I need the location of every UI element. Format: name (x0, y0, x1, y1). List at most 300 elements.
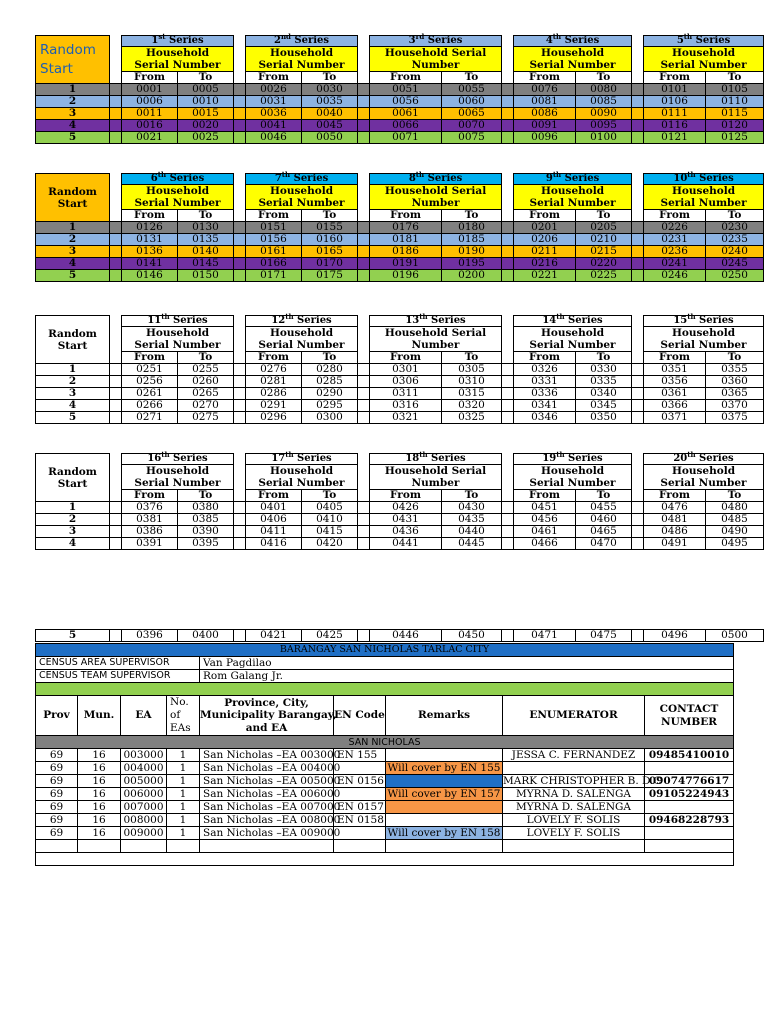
series-separator (110, 316, 122, 364)
series-separator (110, 222, 122, 234)
series-ordinal: th (419, 450, 428, 459)
range-to: 0330 (576, 364, 632, 376)
ea-row (36, 762, 734, 775)
supervisor-row (36, 657, 734, 670)
table-row (36, 258, 764, 270)
from-header: From (644, 210, 706, 222)
table-row (36, 630, 764, 642)
series-separator (234, 514, 246, 526)
range-to: 0200 (442, 270, 502, 282)
household-serial-number-header: Household Serial Number (370, 327, 502, 352)
range-to: 0355 (706, 364, 764, 376)
series-separator (110, 364, 122, 376)
location-cell: San Nicholas –EA 005000 (200, 775, 334, 788)
range-to: 0195 (442, 258, 502, 270)
col-enumerator: ENUMERATOR (503, 696, 645, 736)
range-to: 0215 (576, 246, 632, 258)
series-ordinal: th (285, 450, 294, 459)
series-separator (110, 630, 122, 642)
series-title (122, 312, 234, 327)
household-serial-number-header: Household Serial Number (514, 465, 632, 490)
series-separator (110, 120, 122, 132)
column-header-row (36, 696, 734, 736)
series-separator (358, 502, 370, 514)
section-row (36, 736, 734, 749)
range-from: 0231 (644, 234, 706, 246)
mun-cell: 16 (78, 788, 121, 801)
series-title (246, 312, 358, 327)
range-from: 0186 (370, 246, 442, 258)
series-word: Series (290, 35, 330, 46)
en-code-cell (334, 788, 386, 801)
no-eas-cell: 1 (167, 788, 200, 801)
random-start-header (36, 36, 110, 84)
series-number: 14 (542, 315, 557, 326)
range-from: 0431 (370, 514, 442, 526)
ea-cell: 005000 (121, 775, 167, 788)
household-serial-number-header: Household Serial Number (514, 47, 632, 72)
series-ordinal: th (552, 170, 562, 179)
supervisor-role: CENSUS TEAM SUPERVISOR (36, 670, 200, 683)
location-cell: San Nicholas –EA 006000 (200, 788, 334, 801)
series-number: 8 (408, 173, 416, 184)
ea-row (36, 814, 734, 827)
range-from: 0016 (122, 120, 178, 132)
range-to: 0245 (706, 258, 764, 270)
range-to: 0115 (706, 108, 764, 120)
series-separator (358, 538, 370, 550)
range-from: 0251 (122, 364, 178, 376)
series-title (122, 450, 234, 465)
ea-cell: 006000 (121, 788, 167, 801)
to-header: To (442, 352, 502, 364)
series-separator (234, 502, 246, 514)
table-row (36, 388, 764, 400)
range-from: 0096 (514, 132, 576, 144)
hsn-header-row (36, 47, 764, 72)
random-start-value: 2 (36, 96, 110, 108)
series-separator (234, 246, 246, 258)
series-separator (502, 630, 514, 642)
range-from: 0086 (514, 108, 576, 120)
overflow-row-table (35, 629, 764, 642)
range-to: 0185 (442, 234, 502, 246)
series-separator (234, 454, 246, 502)
range-from: 0336 (514, 388, 576, 400)
series-ordinal: nd (280, 32, 291, 41)
to-header: To (576, 72, 632, 84)
col-no-eas-line: EAs (170, 722, 191, 735)
barangay-table (35, 643, 734, 866)
series-separator (502, 400, 514, 412)
to-header: To (302, 72, 358, 84)
series-separator (234, 526, 246, 538)
col-no-eas-line: No. (170, 696, 189, 708)
series-title (370, 450, 502, 465)
series-separator (632, 222, 644, 234)
ea-row (36, 801, 734, 814)
series-title (122, 170, 234, 185)
range-to: 0105 (706, 84, 764, 96)
series-separator (358, 364, 370, 376)
range-to: 0250 (706, 270, 764, 282)
series-header-row (36, 36, 764, 47)
series-separator (358, 108, 370, 120)
range-from: 0131 (122, 234, 178, 246)
range-from: 0201 (514, 222, 576, 234)
from-to-row (36, 210, 764, 222)
series-title (514, 32, 632, 47)
remarks-cell: Will cover by EN 158 (386, 827, 503, 840)
to-header: To (576, 490, 632, 502)
series-number: 9 (545, 173, 553, 184)
series-separator (632, 526, 644, 538)
series-separator (502, 514, 514, 526)
range-to: 0325 (442, 412, 502, 424)
series-number: 10 (673, 173, 688, 184)
no-eas-cell: 1 (167, 749, 200, 762)
range-to: 0260 (178, 376, 234, 388)
series-separator (110, 526, 122, 538)
random-start-value: 5 (36, 270, 110, 282)
household-serial-number-header: Household Serial Number (122, 47, 234, 72)
range-to: 0295 (302, 400, 358, 412)
range-from: 0126 (122, 222, 178, 234)
empty-cell (645, 840, 734, 853)
ea-cell: 007000 (121, 801, 167, 814)
table-row (36, 538, 764, 550)
range-from: 0181 (370, 234, 442, 246)
range-to: 0020 (178, 120, 234, 132)
empty-cell (121, 840, 167, 853)
table-row (36, 108, 764, 120)
series-word: Series (293, 453, 332, 464)
range-to: 0165 (302, 246, 358, 258)
range-from: 0296 (246, 412, 302, 424)
series-ordinal: th (687, 450, 696, 459)
series-separator (502, 234, 514, 246)
range-to: 0465 (576, 526, 632, 538)
en-code-cell (334, 762, 386, 775)
random-start-value: 2 (36, 234, 110, 246)
series-separator (632, 258, 644, 270)
range-to: 0150 (178, 270, 234, 282)
range-from: 0416 (246, 538, 302, 550)
mun-cell: 16 (78, 749, 121, 762)
to-header: To (706, 352, 764, 364)
from-header: From (644, 490, 706, 502)
contact-cell (645, 827, 734, 840)
range-to: 0405 (302, 502, 358, 514)
supervisor-row (36, 670, 734, 683)
table-row (36, 120, 764, 132)
empty-cell (334, 840, 386, 853)
range-to: 0500 (706, 630, 764, 642)
series-separator (234, 364, 246, 376)
range-to: 0450 (442, 630, 502, 642)
range-from: 0381 (122, 514, 178, 526)
range-to: 0390 (178, 526, 234, 538)
series-separator (502, 454, 514, 502)
range-from: 0046 (246, 132, 302, 144)
range-from: 0271 (122, 412, 178, 424)
remarks-cell: Will cover by EN 155 (386, 762, 503, 775)
series-header-row (36, 316, 764, 327)
range-from: 0101 (644, 84, 706, 96)
range-to: 0120 (706, 120, 764, 132)
range-from: 0496 (644, 630, 706, 642)
range-from: 0456 (514, 514, 576, 526)
remarks-cell: Will cover by EN 157 (386, 788, 503, 801)
from-header: From (370, 210, 442, 222)
ea-cell: 008000 (121, 814, 167, 827)
from-to-row (36, 352, 764, 364)
range-to: 0075 (442, 132, 502, 144)
from-header: From (246, 210, 302, 222)
series-separator (234, 222, 246, 234)
table-row (36, 514, 764, 526)
remarks-cell (386, 801, 503, 814)
range-to: 0480 (706, 502, 764, 514)
range-from: 0361 (644, 388, 706, 400)
to-header: To (178, 72, 234, 84)
series-separator (110, 132, 122, 144)
series-title (514, 450, 632, 465)
series-word: Series (695, 453, 734, 464)
contact-cell: 09074776617 (645, 775, 734, 788)
series-word: Series (427, 315, 466, 326)
prov-cell: 69 (36, 801, 78, 814)
range-from: 0286 (246, 388, 302, 400)
series-separator (358, 246, 370, 258)
range-from: 0041 (246, 120, 302, 132)
range-to: 0230 (706, 222, 764, 234)
range-from: 0236 (644, 246, 706, 258)
random-start-value: 4 (36, 538, 110, 550)
range-to: 0210 (576, 234, 632, 246)
range-to: 0470 (576, 538, 632, 550)
range-from: 0341 (514, 400, 576, 412)
empty-cell (78, 840, 121, 853)
series-word: Series (695, 173, 734, 184)
range-to: 0085 (576, 96, 632, 108)
series-separator (358, 376, 370, 388)
series-separator (110, 270, 122, 282)
series-separator (632, 364, 644, 376)
series-separator (234, 258, 246, 270)
from-header: From (122, 352, 178, 364)
series-word: Series (290, 173, 329, 184)
household-serial-number-header: Household Serial Number (514, 185, 632, 210)
series-title (370, 170, 502, 185)
no-eas-cell: 1 (167, 801, 200, 814)
series-word: Series (424, 35, 463, 46)
range-to: 0445 (442, 538, 502, 550)
range-from: 0471 (514, 630, 576, 642)
range-from: 0266 (122, 400, 178, 412)
mun-cell: 16 (78, 775, 121, 788)
range-to: 0290 (302, 388, 358, 400)
random-start-value: 3 (36, 246, 110, 258)
col-location (200, 696, 337, 736)
range-from: 0206 (514, 234, 576, 246)
empty-row (36, 840, 734, 853)
barangay-title-row (36, 644, 734, 657)
series-word: Series (561, 173, 600, 184)
range-to: 0335 (576, 376, 632, 388)
range-from: 0436 (370, 526, 442, 538)
range-from: 0066 (370, 120, 442, 132)
table-row (36, 222, 764, 234)
to-header: To (178, 352, 234, 364)
series-ordinal: th (556, 450, 565, 459)
series-separator (234, 84, 246, 96)
spacer-bar (36, 683, 734, 696)
range-from: 0061 (370, 108, 442, 120)
series-title (644, 170, 764, 185)
range-from: 0091 (514, 120, 576, 132)
series-word: Series (169, 453, 208, 464)
series-separator (234, 270, 246, 282)
range-to: 0050 (302, 132, 358, 144)
random-start-label: Random Start (40, 41, 96, 77)
range-to: 0360 (706, 376, 764, 388)
range-to: 0265 (178, 388, 234, 400)
household-serial-number-header: Household Serial Number (644, 47, 764, 72)
range-to: 0160 (302, 234, 358, 246)
series-word: Series (427, 453, 466, 464)
enumerator-cell: JESSA C. FERNANDEZ (503, 749, 645, 762)
table-row (36, 132, 764, 144)
series-title (644, 32, 764, 47)
prov-cell: 69 (36, 775, 78, 788)
series-word: Series (695, 315, 734, 326)
to-header: To (178, 210, 234, 222)
range-to: 0435 (442, 514, 502, 526)
household-serial-number-header: Household Serial Number (246, 185, 358, 210)
prov-cell: 69 (36, 814, 78, 827)
random-start-value: 5 (36, 630, 110, 642)
enumerator-cell: LOVELY F. SOLIS (503, 827, 645, 840)
household-serial-number-header: Household Serial Number (122, 465, 234, 490)
series-ordinal: th (687, 312, 696, 321)
range-to: 0030 (302, 84, 358, 96)
range-to: 0385 (178, 514, 234, 526)
range-from: 0011 (122, 108, 178, 120)
enumerator-cell: MARK CHRISTOPHER B. D.C (503, 775, 662, 788)
table-row (36, 234, 764, 246)
to-header: To (302, 490, 358, 502)
series-header-row (36, 454, 764, 465)
range-to: 0045 (302, 120, 358, 132)
series-ordinal: th (415, 170, 425, 179)
table-row (36, 526, 764, 538)
contact-cell: 09485410010 (645, 749, 734, 762)
supervisor-name: Rom Galang Jr. (200, 670, 734, 683)
range-from: 0376 (122, 502, 178, 514)
series-title (246, 32, 358, 47)
series-ordinal: th (157, 170, 167, 179)
en-code-cell: EN 0158 (334, 814, 386, 827)
range-from: 0441 (370, 538, 442, 550)
series-separator (502, 270, 514, 282)
series-ordinal: th (161, 312, 170, 321)
range-from: 0481 (644, 514, 706, 526)
range-to: 0305 (442, 364, 502, 376)
series-number: 17 (271, 453, 286, 464)
household-serial-number-header: Household Serial Number (644, 185, 764, 210)
series-separator (632, 502, 644, 514)
range-to: 0055 (442, 84, 502, 96)
series-number: 13 (405, 315, 420, 326)
series-number: 1 (151, 35, 159, 46)
series-number: 15 (673, 315, 688, 326)
series-separator (358, 526, 370, 538)
to-header: To (302, 352, 358, 364)
table-row (36, 502, 764, 514)
household-serial-number-header: Household Serial Number (246, 327, 358, 352)
series-title (644, 450, 764, 465)
range-from: 0321 (370, 412, 442, 424)
series-separator (110, 514, 122, 526)
col-ea: EA (121, 696, 167, 736)
household-serial-number-header: Household Serial Number (370, 465, 502, 490)
range-to: 0315 (442, 388, 502, 400)
range-from: 0076 (514, 84, 576, 96)
barangay-title: BARANGAY SAN NICHOLAS TARLAC CITY (36, 644, 734, 657)
random-start-value: 1 (36, 222, 110, 234)
series-separator (358, 412, 370, 424)
range-from: 0051 (370, 84, 442, 96)
series-title (370, 32, 502, 47)
household-serial-number-header: Household Serial Number (246, 465, 358, 490)
series-separator (110, 84, 122, 96)
to-header: To (442, 490, 502, 502)
series-word: Series (561, 35, 600, 46)
range-to: 0240 (706, 246, 764, 258)
range-to: 0410 (302, 514, 358, 526)
series-separator (632, 538, 644, 550)
range-from: 0346 (514, 412, 576, 424)
series-separator (502, 364, 514, 376)
range-from: 0031 (246, 96, 302, 108)
location-cell: San Nicholas –EA 008000 (200, 814, 334, 827)
series-separator (632, 120, 644, 132)
empty-cell (386, 840, 503, 853)
range-from: 0476 (644, 502, 706, 514)
series-separator (502, 258, 514, 270)
range-to: 0155 (302, 222, 358, 234)
to-header: To (442, 72, 502, 84)
range-from: 0166 (246, 258, 302, 270)
series-separator (632, 174, 644, 222)
table-row (36, 84, 764, 96)
series-separator (110, 400, 122, 412)
range-to: 0300 (302, 412, 358, 424)
series-table (35, 32, 764, 144)
empty-cell (167, 840, 200, 853)
range-from: 0171 (246, 270, 302, 282)
household-serial-number-header: Household Serial Number (644, 327, 764, 352)
from-header: From (246, 72, 302, 84)
range-to: 0040 (302, 108, 358, 120)
range-to: 0100 (576, 132, 632, 144)
mun-cell: 16 (78, 827, 121, 840)
contact-cell: 09105224943 (645, 788, 734, 801)
range-to: 0440 (442, 526, 502, 538)
ea-cell: 009000 (121, 827, 167, 840)
series-separator (234, 36, 246, 84)
